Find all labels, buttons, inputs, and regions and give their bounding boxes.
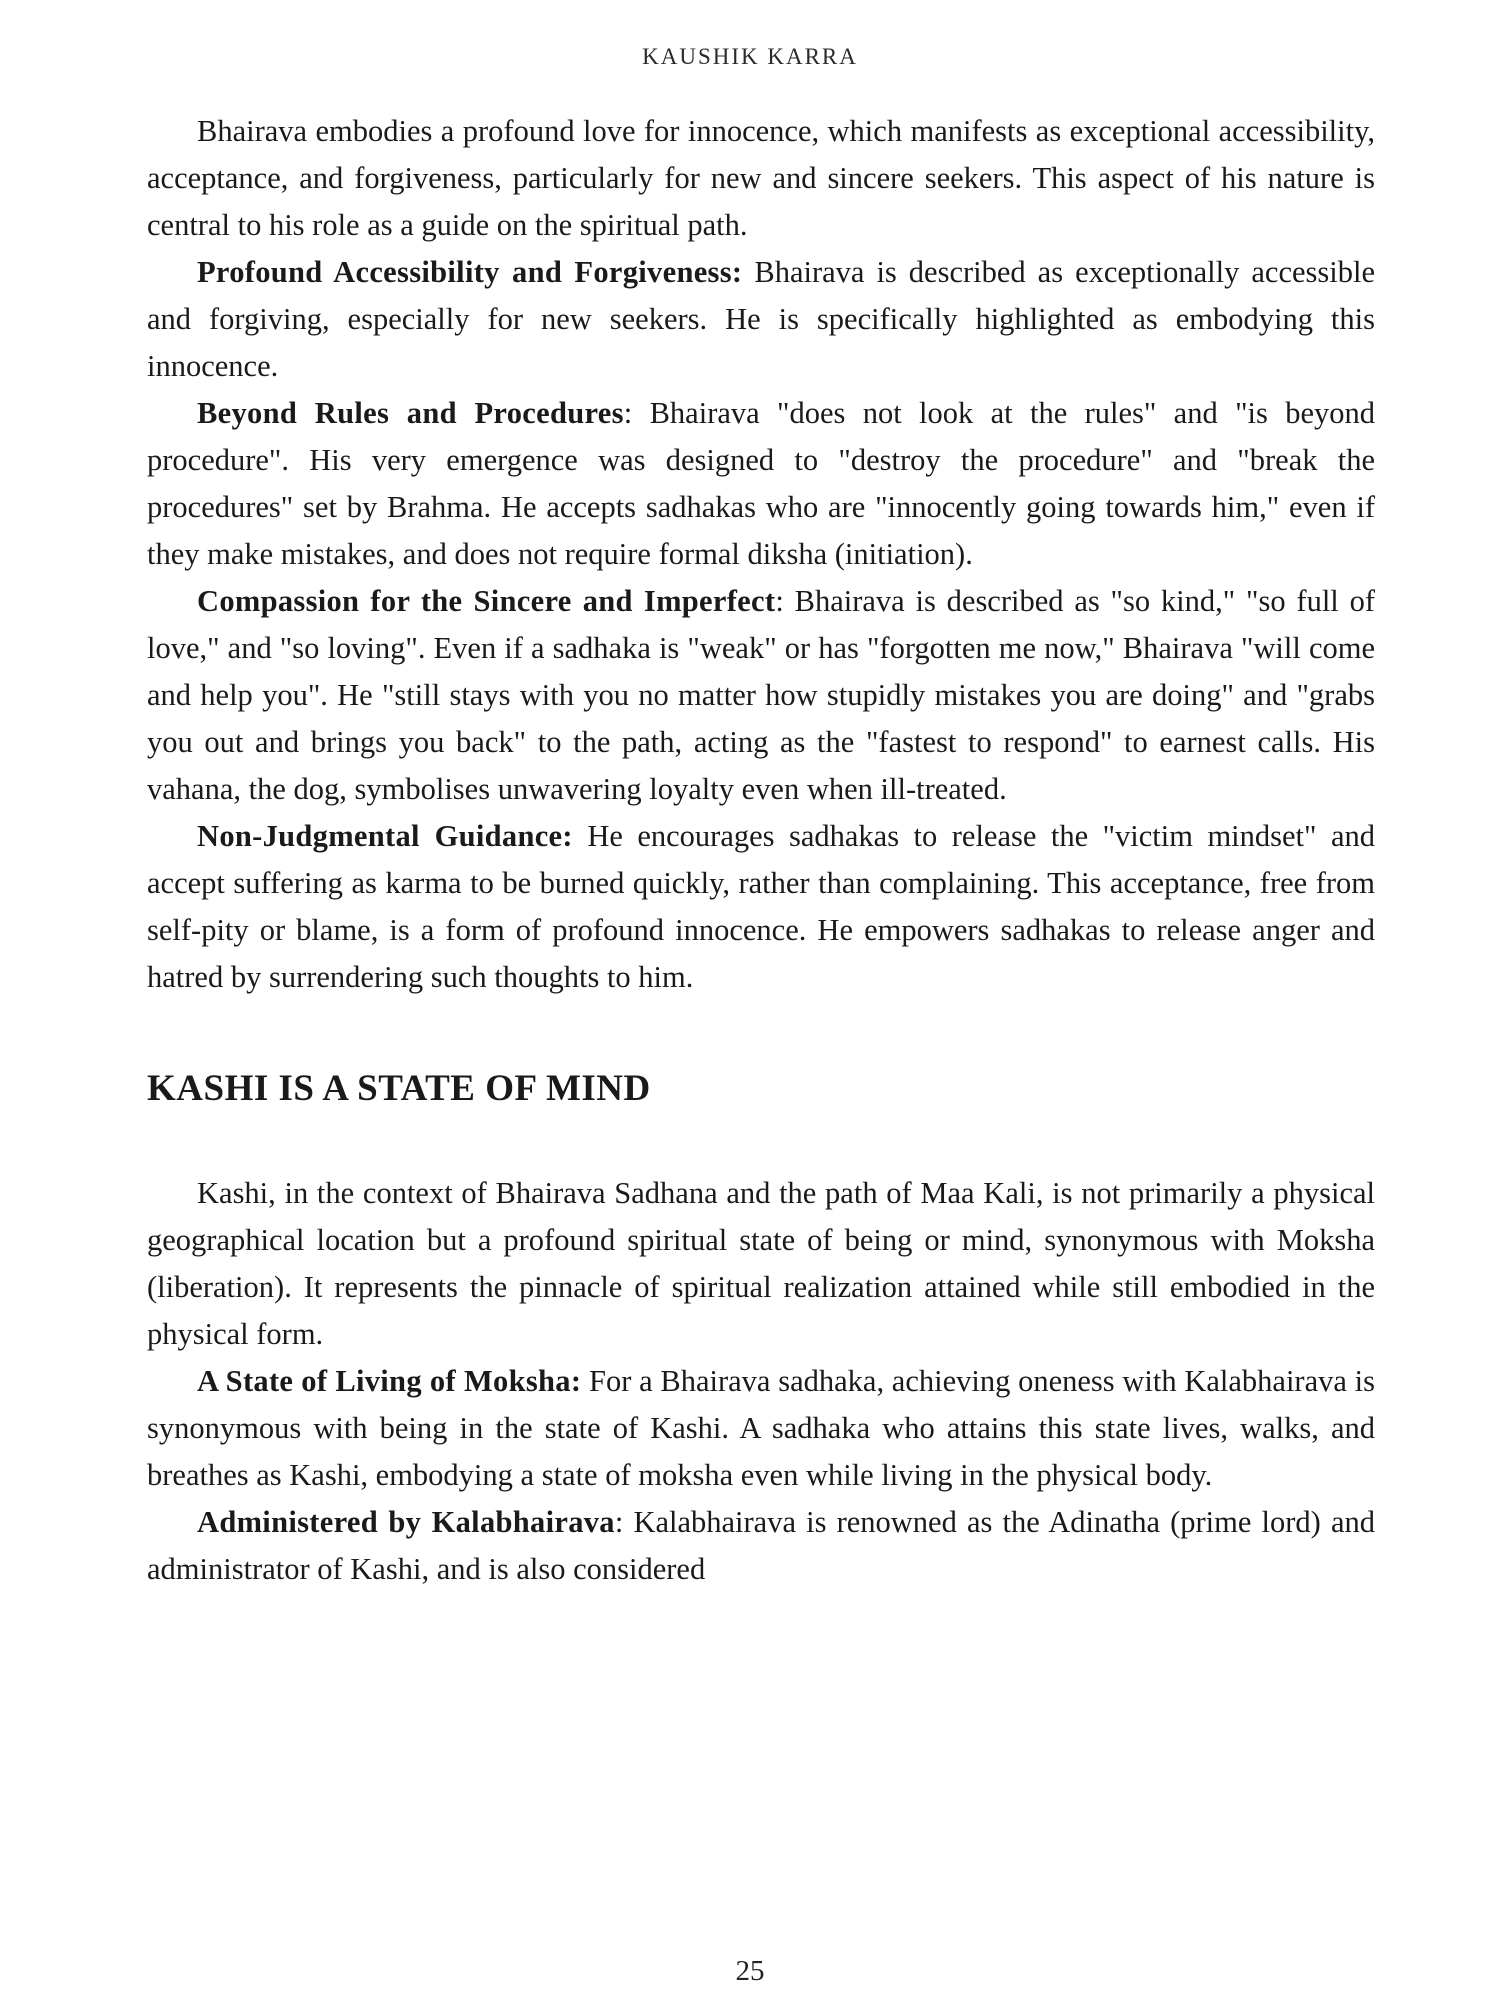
paragraph-moksha <box>147 1358 1375 1499</box>
paragraph-kashi-intro: Kashi, in the context of Bhairava Sadhana and the path of Maa Kali, is not primarily a physical geographical location but a profound spiritual state of being or mind, synonymous with Moksha (liberation). It represents the pinnacle of spiritual realization attained while still embodied in the physical form. <box>147 1176 1375 1351</box>
paragraph-beyond-rules <box>147 390 1375 578</box>
paragraph-non-judgmental <box>147 813 1375 1001</box>
term-non-judgmental: Non-Judgmental Guidance: <box>197 819 573 853</box>
paragraph-text: : Bhairava "does not look at the rules" and "is beyond procedure". His very emergence was designed to "destroy the procedure" and "break the procedures" set by Brahma. He accepts sadhakas who are "innocently going towards him," even if they make mistakes, and does not require formal diksha (initiation). <box>147 396 1375 571</box>
term-administered: Administered by Kalabhairava <box>197 1505 615 1539</box>
paragraph-text: He encourages sadhakas to release the "victim mindset" and accept suffering as karma to be burned quickly, rather than complaining. This acceptance, free from self-pity or blame, is a form of profound innocence. He empowers sadhakas to release anger and hatred by surrendering such thoughts to him. <box>147 819 1375 994</box>
paragraph-accessibility <box>147 249 1375 390</box>
section-heading: KASHI IS A STATE OF MIND <box>147 1068 651 1109</box>
page-body <box>147 108 1375 1593</box>
term-accessibility: Profound Accessibility and Forgiveness: <box>197 255 743 289</box>
term-beyond-rules: Beyond Rules and Procedures <box>197 396 624 430</box>
term-compassion: Compassion for the Sincere and Imperfect <box>197 584 776 618</box>
paragraph-administered <box>147 1499 1375 1593</box>
paragraph-text: Bhairava is described as exceptionally accessible and forgiving, especially for new seekers. He is specifically highlighted as embodying this innocence. <box>147 255 1375 383</box>
paragraph-text: For a Bhairava sadhaka, achieving oneness with Kalabhairava is synonymous with being in the state of Kashi. A sadhaka who attains this state lives, walks, and breathes as Kashi, embodying a state of moksha even while living in the physical body. <box>147 1364 1375 1492</box>
paragraph-compassion <box>147 578 1375 813</box>
paragraph-text: : Bhairava is described as "so kind," "so full of love," and "so loving". Even if a sadhaka is "weak" or has "forgotten me now," Bhairava "will come and help you". He "still stays with you no matter how stupidly mistakes you are doing" and "grabs you out and brings you back" to the path, acting as the "fastest to respond" to earnest calls. His vahana, the dog, symbolises unwavering loyalty even when ill-treated. <box>147 584 1375 806</box>
paragraph-intro: Bhairava embodies a profound love for innocence, which manifests as exceptional accessibility, acceptance, and forgiveness, particularly for new and sincere seekers. This aspect of his nature is central to his role as a guide on the spiritual path. <box>147 114 1375 242</box>
paragraph-text: : Kalabhairava is renowned as the Adinatha (prime lord) and administrator of Kashi, and is also considered <box>147 1505 1375 1586</box>
term-moksha: A State of Living of Moksha: <box>197 1364 582 1398</box>
page-number: 25 <box>735 1955 765 1987</box>
running-head: KAUSHIK KARRA <box>642 44 858 69</box>
